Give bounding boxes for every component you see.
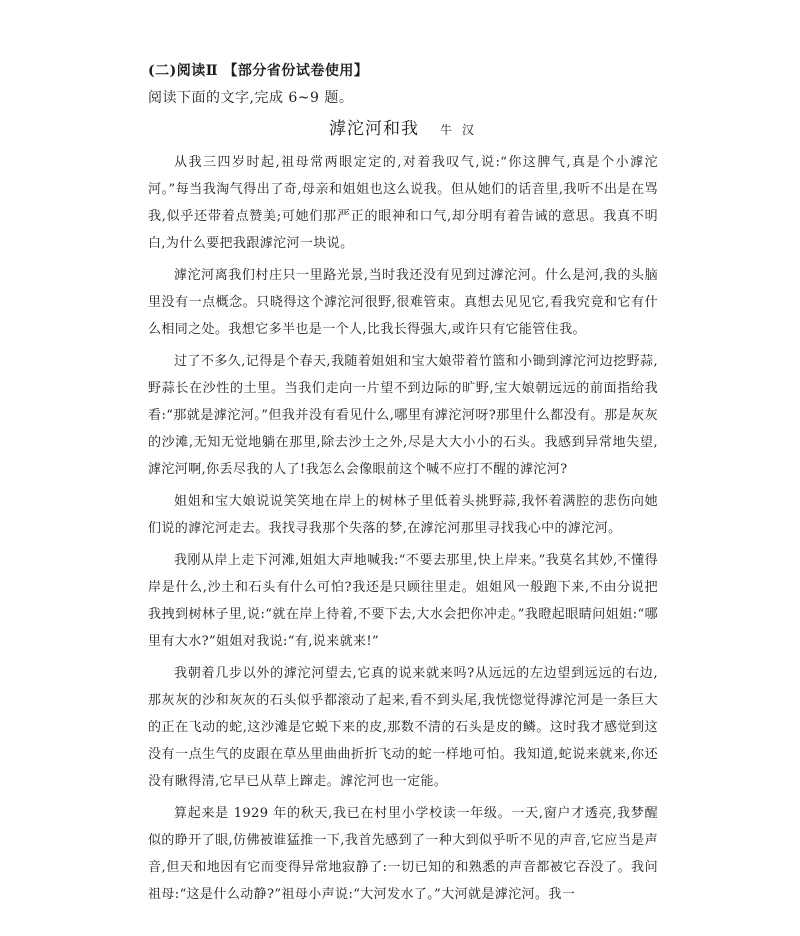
article-paragraph: 我刚从岸上走下河滩,姐姐大声地喊我:“不要去那里,快上岸来。”我莫名其妙,不懂得岸是什么,沙土和石头有什么可怕?我还是只顾往里走。姐姐风一般跑下来,不由分说把我拽到树林子里,说:“就在岸上待着,不要下去,大水会把你冲走。”我瞪起眼睛问姐姐:“哪里有大水?”姐姐对我说:“有,说来就来!” bbox=[148, 553, 658, 649]
page-content bbox=[148, 58, 658, 913]
article-body bbox=[148, 149, 658, 908]
article-paragraph: 算起来是 1929 年的秋天,我已在村里小学校读一年级。一天,窗户才透亮,我梦醒似的睁开了眼,仿佛被谁猛推一下,我首先感到了一种大到似乎听不见的声音,它应当是声音,但天和地因有它而变得异常地寂静了:一切已知的和熟悉的声音都被它吞没了。我问祖母:“这是什么动静?”祖母小声说:“大河发水了。”大河就是滹沱河。我一 bbox=[148, 806, 658, 902]
article-paragraph: 姐姐和宝大娘说说笑笑地在岸上的树林子里低着头挑野蒜,我怀着满腔的悲伤向她们说的滹沱河走去。我找寻我那个失落的梦,在滹沱河那里寻找我心中的滹沱河。 bbox=[148, 494, 658, 536]
article-author: 牛 汉 bbox=[440, 123, 477, 137]
article-title: 滹沱河和我 bbox=[329, 119, 420, 139]
article-title-line bbox=[148, 114, 658, 145]
article-paragraph: 从我三四岁时起,祖母常两眼定定的,对着我叹气,说:“你这脾气,真是个小滹沱河。”每当我淘气得出了奇,母亲和姐姐也这么说我。但从她们的话音里,我听不出是在骂我,似乎还带着点赞美;可她们那严正的眼神和口气,却分明有着告诫的意思。我真不明白,为什么要把我跟滹沱河一块说。 bbox=[148, 155, 658, 251]
article-paragraph: 我朝着几步以外的滹沱河望去,它真的说来就来吗?从远远的左边望到远远的右边,那灰灰的沙和灰灰的石头似乎都滚动了起来,看不到头尾,我恍惚觉得滹沱河是一条巨大的正在飞动的蛇,这沙滩是它蜕下来的皮,那数不清的石头是皮的鳞。这时我才感觉到这没有一点生气的皮跟在草丛里曲曲折折飞动的蛇一样地可怕。我知道,蛇说来就来,你还没有瞅得清,它早已从草上蹿走。滹沱河也一定能。 bbox=[148, 666, 658, 789]
article-paragraph: 滹沱河离我们村庄只一里路光景,当时我还没有见到过滹沱河。什么是河,我的头脑里没有一点概念。只晓得这个滹沱河很野,很难管束。真想去见见它,看我究竟和它有什么相同之处。我想它多半也是一个人,比我长得强大,或许只有它能管住我。 bbox=[148, 268, 658, 337]
article-paragraph: 过了不多久,记得是个春天,我随着姐姐和宝大娘带着竹篮和小锄到滹沱河边挖野蒜,野蒜长在沙性的土里。当我们走向一片望不到边际的旷野,宝大娘朝远远的前面指给我看:“那就是滹沱河。”但我并没有看见什么,哪里有滹沱河呀?那里什么都没有。那是灰灰的沙滩,无知无觉地躺在那里,除去沙土之外,尽是大大小小的石头。我感到异常地失望,滹沱河啊,你丢尽我的人了!我怎么会像眼前这个喊不应打不醒的滹沱河? bbox=[148, 354, 658, 477]
section-heading: (二)阅读Ⅱ 【部分省份试卷使用】 bbox=[148, 63, 369, 79]
reading-instruction: 阅读下面的文字,完成 6~9 题。 bbox=[148, 90, 354, 106]
